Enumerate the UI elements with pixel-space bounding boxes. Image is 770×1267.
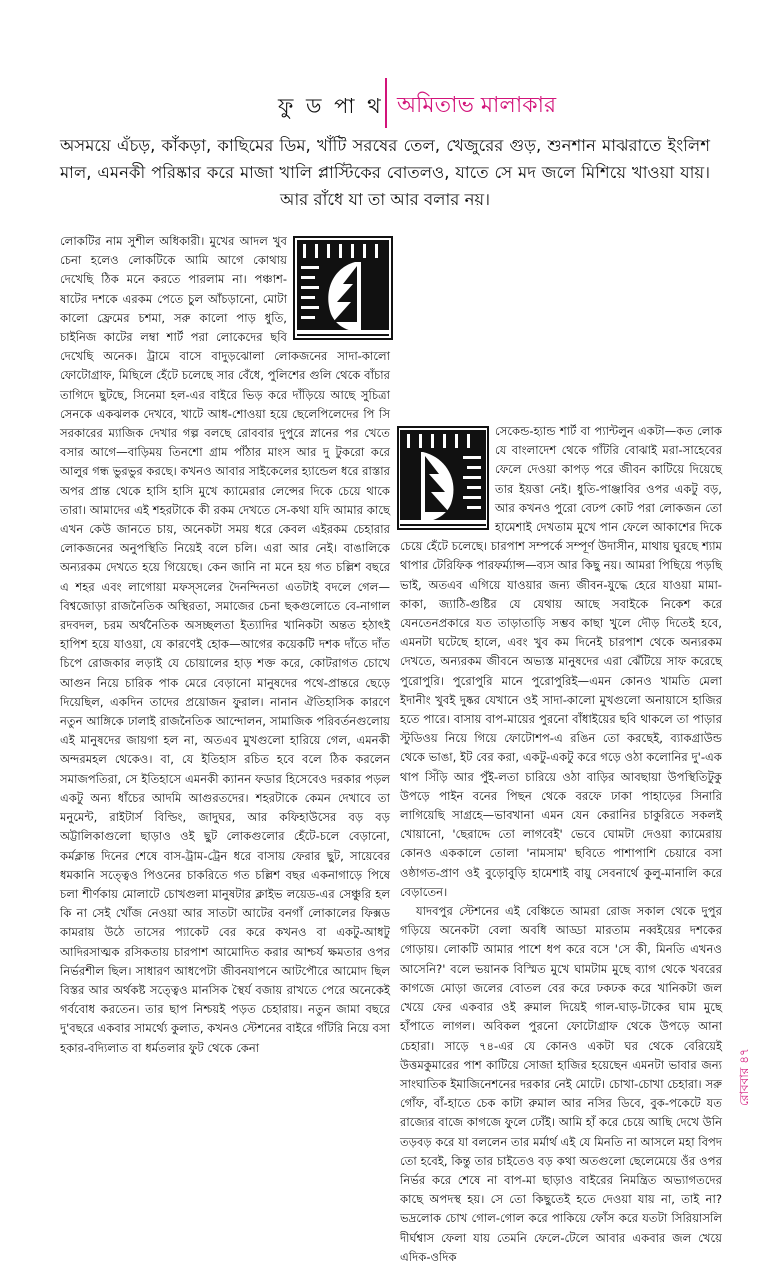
left-column-paragraph: লোকটির নাম সুশীল অধিকারী। মুখের আদল খুব চেনা হলেও লোকটিকে আমি আগে কোথায় দেখেছি ঠিক মনে করতে পারলাম না। পঞ্চাশ-ষাটের দশকে এরকম পেতে চুল আঁচড়ানো, মোটা কালো ফ্রেমের চশমা, সরু কালো পাড় ধুতি, চাইনিজ কাটের লম্বা শার্ট পরা লোকেদের ছবি দেখেছি অনেক। ট্রামে বাসে বাদুড়ঝোলা লোকজনের সাদা-কালো ফোটোগ্রাফ, মিছিলে হেঁটে চলেছে সার বেঁধে, পুলিশের গুলি থেকে বাঁচার তাগিদে ছুটছে, সিনেমা হল-এর বাইরে ভিড় করে দাঁড়িয়ে আছে সুচিত্রা সেনকে একঝলক দেখবে, খাটে আধ-শোওয়া হয়ে ছেলেপিলেদের পি সি সরকারের ম্যাজিক দেখার গল্প বলছে রোববার দুপুরে স্নানের পর খেতে বসার আগে—বাড়িময় তিনশো গ্রাম পাঁঠার মাংস আর দু টুকরো করে আলুর গন্ধ ভুরভুর করছে। কখনও আবার সাইকেলের হ্যান্ডেল ধরে রাস্তার অপর প্রান্ত থেকে হাসি হাসি মুখে ক্যামেরার লেন্সের দিকে চেয়ে থাকে তারা। আমাদের এই শহরটাকে কী রকম দেখতে সে-কথা যদি আমার কাছে এখন কেউ জানতে চায়, অনেকটা সময় ধরে কেবল এইরকম চেহারার লোকজনের অনুপস্থিতি নিয়েই বলে চলি। এরা আর নেই। বাঙালিকে অন্যরকম দেখতে হয়ে গিয়েছে। কেন জানি না মনে হয় গত চল্লিশ বছরে এ শহর এবং লাগোয়া মফস্সলের দৈনন্দিনতা এতটাই বদলে গেল—বিশ্বজোড়া রাজনৈতিক অস্থিরতা, সমাজের চেনা ছকগুলোতে বে-নাগাল রদবদল, চরম অর্থনৈতিক অসচ্ছলতা ইত্যাদির খানিকটা অন্তত হঠাৎই হাপিশ হয়ে যাওয়া, যে কারণেই হোক—আগের কয়েকটি দশক দাঁতে দাঁত চিপে রোজকার লড়াই যে চোয়ালের হাড় শক্ত করে, কোটরাগত চোখে আগুন নিয়ে চারিক পাক মেরে বেড়ানো মানুষদের পথে-প্রান্তরে ছেড়ে দিয়েছিল, একদিন তাদের প্রয়োজন ফুরাল। নানান ঐতিহাসিক কারণে নতুন আঙ্গিকে ঢালাই রাজনৈতিক আন্দোলন, সামাজিক পরিবর্তনগুলোয় এই মানুষদের জায়গা হল না, অতএব মুখগুলো হারিয়ে গেল, এমনকী অন্দরমহল থেকেও। বা, যে ইতিহাস রচিত হবে বলে ঠিক করলেন সমাজপতিরা, সে ইতিহাসে এমনকী ক্যানন ফডার হিসেবেও দরকার পড়ল একটু অন্য ধাঁচের আদমি আগুরতদের। শহরটাকে কেমন দেখাবে তা মনুমেন্ট, রাইটার্স বিল্ডিং, জাদুঘর, আর কফিহাউসের বড় বড় অট্টালিকাগুলো ছাড়াও ওই ছুট লোকগুলোর হেঁটে-চলে বেড়ানো, কর্মক্লান্ত দিনের শেষে বাস-ট্রাম-ট্রেন ধরে বাসায় ফেরার ছুট, সায়েবের ধমকানি সত্ত্বেও পিওনের চাকরিতে গত চল্লিশ বছর একনাগাড়ে পিষে চলা শীর্ণকায় মোলাটে চোখগুলা মানুষটার ক্লাইভ লয়েড-এর সেঞ্চুরি হল কি না সেই খোঁজ নেওয়া আর সাতটা আটের বনগাঁ লোকালের ফিক্সড কামরায় উঠে তাসের প্যাকেট বের করে কখনও বা একটু-আধটু আদিরসাত্মক রসিকতায় চারপাশ আমোদিত করার আশ্চর্য ক্ষমতার ওপর নির্ভরশীল ছিল। সাধারণ আধপেটা জীবনযাপনে আটপৌরে আমোদ ছিল বিস্তর আর অর্থকষ্ট সত্ত্বেও মানসিক স্থৈর্য বজায় রাখতে পেরে অনেকেই গর্ববোধ করতেন। তার ছাপ নিশ্চয়ই পড়ত চেহারায়। নতুন জামা বছরে দু'বছরে একবার সামর্থ্যে কুলাত, কখনও স্টেশনের বাইরে গাঁটরি নিয়ে বসা হকার-বদ্যিলাত বা ধর্মতলার ফুট থেকে কেনা bbox=[60, 234, 390, 1055]
right-column-paragraph-2: যাদবপুর স্টেশনের এই বেঞ্চিতে আমরা রোজ সকাল থেকে দুপুর গড়িয়ে অনেকটা বেলা অবধি আড্ডা মারতাম নব্বইয়ের দশকের গোড়ায়। লোকটি আমার পাশে ধপ করে বসে 'সে কী, মিনতি এখনও আসেনি?' বলে ভয়ানক বিস্মিত মুখে ঘামটাম মুছে ব্যাগ থেকে খবরের কাগজে মোড়া জলের বোতল বের করে ঢকঢক করে খানিকটা জল খেয়ে ফের একবার ওই রুমাল দিয়েই গাল-ঘাড়-টাকের ঘাম মুছে হাঁপাতে লাগল। অবিকল পুরনো ফোটোগ্রাফ থেকে উপড়ে আনা চেহারা। সাড়ে ৭৪-এর যে কোনও একটা ঘর থেকে বেরিয়েই উত্তমকুমারের পাশ কাটিয়ে সোজা হাজির হয়েছেন এমনটা ভাবার জন্য সাংঘাতিক ইমাজিনেশনের দরকার নেই মোটে। চোখা-চোখা চেহারা। সরু গোঁফ, বাঁ-হাতে চেক কাটা রুমাল আর নসির ডিবে, বুক-পকেটে যত রাজ্যের বাজে কাগজে ফুলে ঢোঁই। আমি হাঁ করে চেয়ে আছি দেখে উনি তড়বড় করে যা বললেন তার মর্মার্থ এই যে মিনতি না আসলে মহা বিপদ তো হবেই, কিন্তু তার চাইতেও বড় কথা অতগুলো ছেলেমেয়ে ওঁর ওপর নির্ভর করে শেষে না বাপ-মা ছাড়াও বাইরের নিমন্ত্রিত অভ্যাগতদের কাছে অপদস্থ হয়। সে তো কিছুতেই হতে দেওয়া যায় না, তাই না? ভদ্রলোক চোখ গোল-গোল করে পাকিয়ে ফোঁস করে যতটা সিরিয়াসলি দীর্ঘশ্বাস ফেলা যায় তেমনি ফেলে-টেলে আবার একবার জল খেয়ে এদিক-ওদিক bbox=[400, 904, 722, 1264]
right-column-spacer bbox=[400, 232, 722, 422]
right-column bbox=[400, 232, 722, 1264]
illustration-left-half bbox=[293, 236, 393, 340]
right-column-paragraph-1: সেকেন্ড-হ্যান্ড শার্ট বা প্যান্টলুন একটা—কত লোক যে বাংলাদেশ থেকে গাঁটরি বোঝাই মরা-সাহেবের ফেলে দেওয়া কাপড় পরে জীবন কাটিয়ে দিয়েছে তার ইয়ত্তা নেই। ধুতি-পাঞ্জাবির ওপর একটু বড়, আর কখনও পুরো বেঢপ কোট পরা লোকজন তো হামেশাই দেখতাম মুখে পান ফেলে আকাশের দিকে চেয়ে হেঁটে চলেছে। চারপাশ সম্পর্কে সম্পূর্ণ উদাসীন, মাথায় ঘুরছে শ্যাম থাপার টেরিফিক পারফর্ম্যান্স—ব্যস আর কিছু নয়। আমরা পিছিয়ে পড়ছি ভাই, অতএব এগিয়ে যাওয়ার জন্য জীবন-যুদ্ধে হেরে যাওয়া মামা-কাকা, জ্যাঠি-গুষ্টির যে যেথায় আছে সবাইকে নিকেশ করে যেনতেনপ্রকারে যত তাড়াতাড়ি সম্ভব কাছা খুলে দৌড় দিতেই হবে, এমনটা ঘটেছে হালে, এবং খুব কম দিনেই চারপাশ থেকে অন্যরকম দেখতে, অন্যরকম জীবনে অভ্যস্ত মানুষদের এরা ঝেঁটিয়ে সাফ করেছে পুরোপুরি। পুরোপুরি মানে পুরোপুরিই—এমন কোনও খামতি মেলা ইদানীং খুবই দুষ্কর যেখানে ওই সাদা-কালো মুখগুলো অনায়াসে হাজির হতে পারে। বাসায় বাপ-মায়ের পুরনো বাঁধাইয়ের ছবি থাকলে তা পাড়ার স্টুডিওয় নিয়ে গিয়ে ফোটোশপ-এ রঙিন তো করছেই, ব্যাকগ্রাউন্ড থেকে ভাঙা, ইট বের করা, একটু-একটু করে গড়ে ওঠা কলোনির দু'-এক থাপ সিঁড়ি আর পুঁই-লতা চারিয়ে ওঠা বাড়ির আবছায়া উপস্থিতিটুকু উপড়ে পাইন বনের পিছন থেকে বরফে ঢাকা পাহাড়ের সিনারি লাগিয়েছি সাগ্রহে—ভাবখানা এমন যেন কেরানির চাকুরিতে সকলই খোয়ানো, 'ছেরাদ্দে তো লাগবেই' ভেবে ঘোমটা দেওয়া ক্যামেরায় কোনও এককালে তোলা 'নামসাম' ছবিতে পাশাপাশি চেয়ারে বসা ওষ্ঠাগত-প্রাণ ওই বুড়োবুড়ি হামেশাই বায়ু সেবনার্থে কুলু-মানালি করে বেড়াতেন। bbox=[400, 424, 722, 899]
article-header bbox=[0, 78, 770, 128]
header-divider bbox=[385, 78, 387, 128]
column-name: ফু ড পা থ bbox=[278, 94, 384, 118]
author-name: অমিতাভ মালাকার bbox=[397, 93, 557, 118]
left-column bbox=[60, 232, 390, 1055]
page-footer bbox=[736, 936, 756, 1106]
article-lede: অসময়ে এঁচড়, কাঁকড়া, কাছিমের ডিম, খাঁটি সরষের তেল, খেজুরের গুড়, শুনশান মাঝরাতে ইংলিশ মাল, এমনকী পরিষ্কার করে মাজা খালি প্লাস্টিকের বোতলও, যাতে সে মদ জলে মিশিয়ে খাওয়া যায়। আর রাঁধে যা তা আর বলার নয়। bbox=[60, 136, 710, 209]
papercut-illustration-right bbox=[397, 426, 489, 530]
papercut-illustration-left bbox=[293, 236, 393, 340]
page-number-label: রোববার ৪৭ bbox=[737, 1048, 751, 1106]
illustration-right-half bbox=[397, 426, 489, 530]
